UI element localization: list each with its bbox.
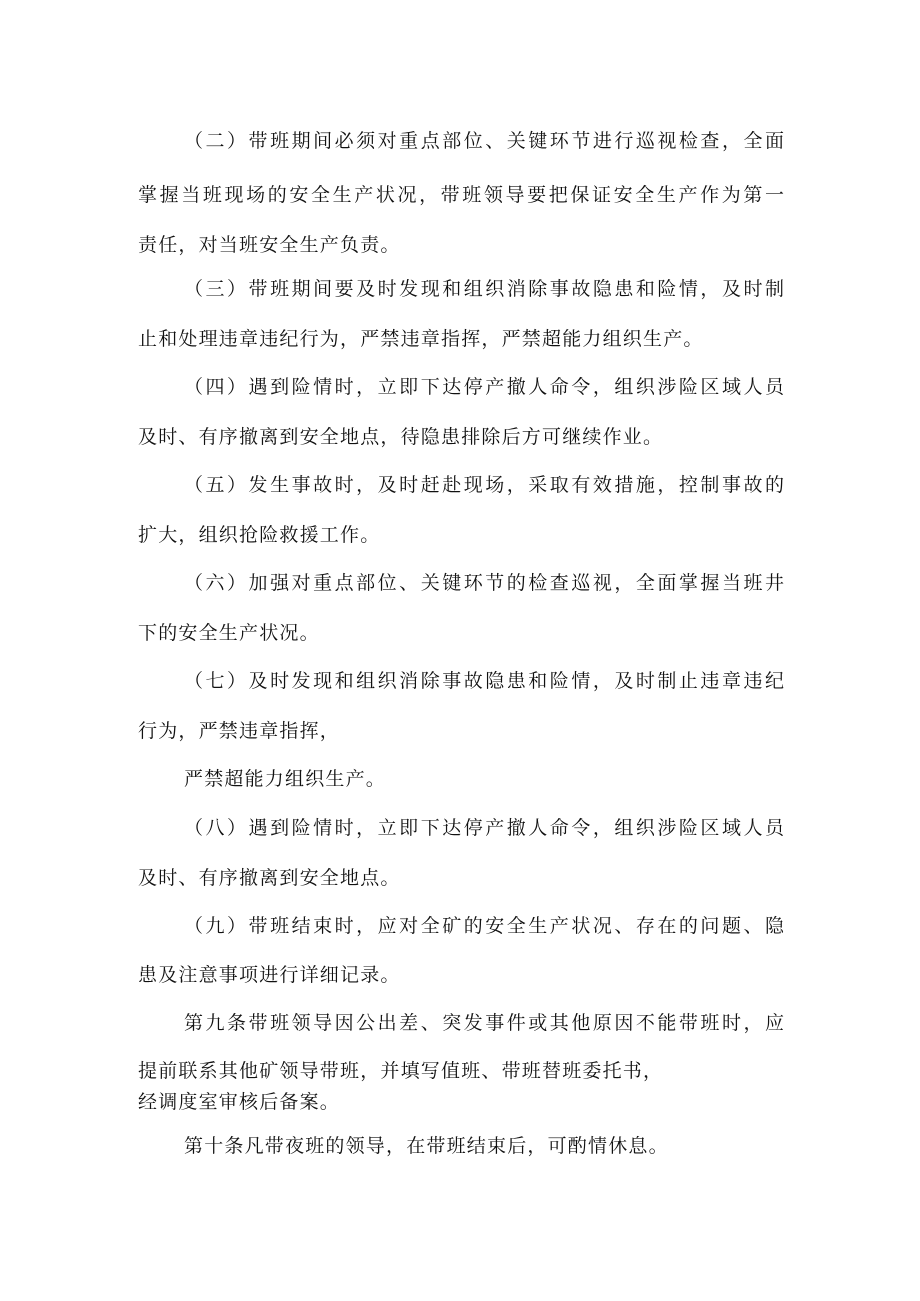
text-line: 第十条凡带夜班的领导，在带班结束后，可酌情休息。 xyxy=(184,1135,669,1157)
text-line: （二）带班期间必须对重点部位、关键环节进行巡视检查，全面 xyxy=(184,130,784,152)
text-line: （三）带班期间要及时发现和组织消除事故隐患和险情，及时制 xyxy=(184,278,784,300)
text-line: （九）带班结束时，应对全矿的安全生产状况、存在的问题、隐 xyxy=(184,915,784,937)
text-line: 第九条带班领导因公出差、突发事件或其他原因不能带班时，应 xyxy=(184,1012,784,1034)
text-line: （八）遇到险情时，立即下达停产撤人命令，组织涉险区域人员 xyxy=(184,817,784,839)
text-line: 下的安全生产状况。 xyxy=(138,622,320,644)
text-line: 及时、有序撤离到安全地点。 xyxy=(138,867,401,889)
text-line: 经调度室审核后备案。 xyxy=(138,1091,341,1113)
text-line: 行为，严禁违章指挥， xyxy=(138,720,341,742)
text-line: 及时、有序撤离到安全地点，待隐患排除后方可继续作业。 xyxy=(138,426,664,448)
text-line: 责任，对当班安全生产负责。 xyxy=(138,234,401,256)
text-line: （六）加强对重点部位、关键环节的检查巡视，全面掌握当班井 xyxy=(184,572,784,594)
text-line: 严禁超能力组织生产。 xyxy=(184,768,387,790)
text-line: （五）发生事故时，及时赶赴现场，采取有效措施，控制事故的 xyxy=(184,474,784,496)
text-line: 扩大，组织抢险救援工作。 xyxy=(138,524,381,546)
text-line: 止和处理违章违纪行为，严禁违章指挥，严禁超能力组织生产。 xyxy=(138,328,704,350)
text-line: （四）遇到险情时，立即下达停产撤人命令，组织涉险区域人员 xyxy=(184,376,784,398)
text-line: 掌握当班现场的安全生产状况，带班领导要把保证安全生产作为第一 xyxy=(138,184,784,206)
text-line: （七）及时发现和组织消除事故隐患和险情，及时制止违章违纪 xyxy=(184,670,784,692)
text-line: 患及注意事项进行详细记录。 xyxy=(138,964,401,986)
text-line: 提前联系其他矿领导带班，并填写值班、带班替班委托书， xyxy=(138,1060,664,1082)
